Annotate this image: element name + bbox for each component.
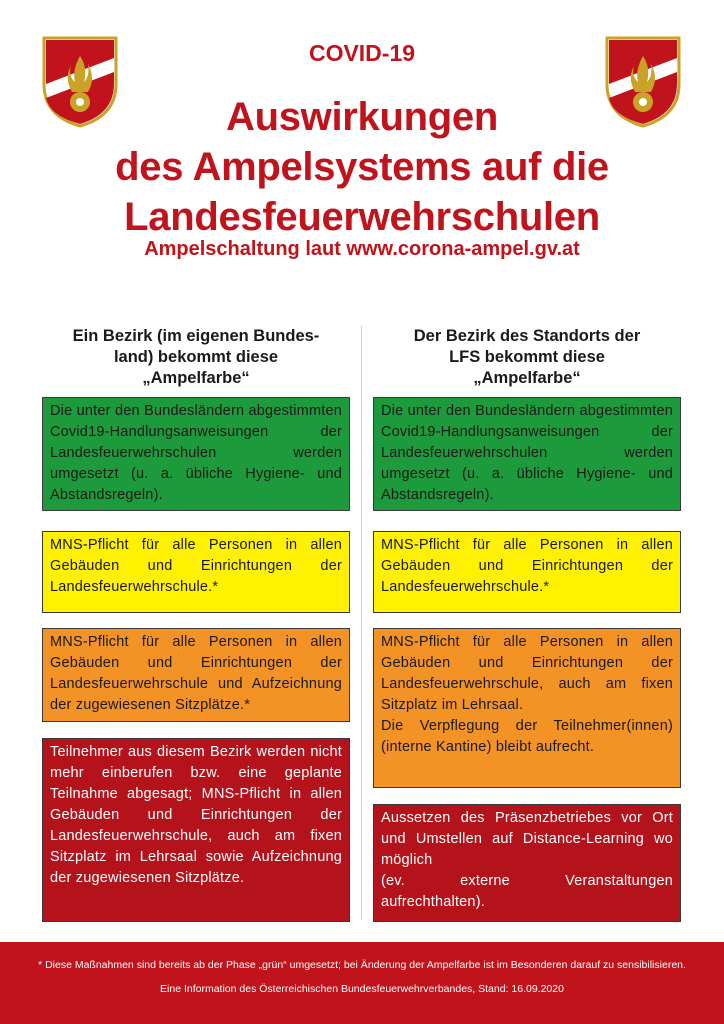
footer-info: Eine Information des Österreichischen Bundesfeuerwehrverbandes, Stand: 16.09.2020 [160,983,564,995]
left-column [42,326,350,886]
left-column-heading [42,326,350,392]
right-heading-line-1: Der Bezirk des Standorts der [413,327,641,345]
left-yellow-box: MNS-Pflicht für alle Personen in allen Gebäuden und Einrichtungen der Landesfeuerwehrschule.* [42,531,350,613]
right-heading-line-2: LFS bekommt diese [449,348,605,366]
column-divider [361,326,362,920]
covid-label: COVID-19 [308,40,416,66]
right-red-box [373,804,681,922]
right-column-heading [373,326,681,392]
right-heading-line-3: „Ampelfarbe“ [473,369,581,387]
left-heading-line-3: „Ampelfarbe“ [142,369,250,387]
right-orange-paragraph-2: Die Verpflegung der Teilnehmer(innen) (interne Kantine) bleibt aufrecht. [381,718,673,755]
footer [0,942,724,1024]
title-line-3: Landesfeuerwehrschulen [124,195,600,239]
left-heading-line-2: land) bekommt diese [113,348,279,366]
left-orange-box: MNS-Pflicht für alle Personen in allen Gebäuden und Einrichtungen der Landesfeuerwehrschule und Aufzeichnung der zugewiesenen Sitzplätze.* [42,628,350,722]
left-red-box: Teilnehmer aus diesem Bezirk werden nicht mehr einberufen bzw. eine geplante Teilnahme abgesagt; MNS-Pflicht in allen Gebäuden und Einrichtungen der Landesfeuerwehrschule, auch am fixen Sitzplatz im Lehrsaal sowie Aufzeichnung der zugewiesenen Sitzplätze. [42,738,350,922]
left-heading-line-1: Ein Bezirk (im eigenen Bundes- [72,327,320,345]
right-column [373,326,681,910]
left-green-box: Die unter den Bundesländern abgestimmten Covid19-Handlungsanweisungen der Landesfeuerwehrschulen werden umgesetzt (u. a. übliche Hygiene- und Abstandsregeln). [42,397,350,511]
title-line-1: Auswirkungen [226,95,498,139]
right-orange-box [373,628,681,788]
page-title [0,92,724,242]
footer-note: * Diese Maßnahmen sind bereits ab der Phase „grün“ umgesetzt; bei Änderung der Ampelfarbe ist im Besonderen darauf zu sensibilisieren. [38,959,686,971]
subtitle: Ampelschaltung laut www.corona-ampel.gv.at [144,238,580,260]
right-red-paragraph-2: (ev. externe Veranstaltungen aufrechthalten). [381,873,673,910]
title-line-2: des Ampelsystems auf die [115,145,609,189]
right-green-box: Die unter den Bundesländern abgestimmten Covid19-Handlungsanweisungen der Landesfeuerwehrschulen werden umgesetzt (u. a. übliche Hygiene- und Abstandsregeln). [373,397,681,511]
right-yellow-box: MNS-Pflicht für alle Personen in allen Gebäuden und Einrichtungen der Landesfeuerwehrschule.* [373,531,681,613]
right-orange-paragraph-1: MNS-Pflicht für alle Personen in allen Gebäuden und Einrichtungen der Landesfeuerwehrschule, auch am fixen Sitzplatz im Lehrsaal. [381,634,673,713]
right-red-paragraph-1: Aussetzen des Präsenzbetriebes vor Ort und Umstellen auf Distance-Learning wo möglich [381,810,673,868]
